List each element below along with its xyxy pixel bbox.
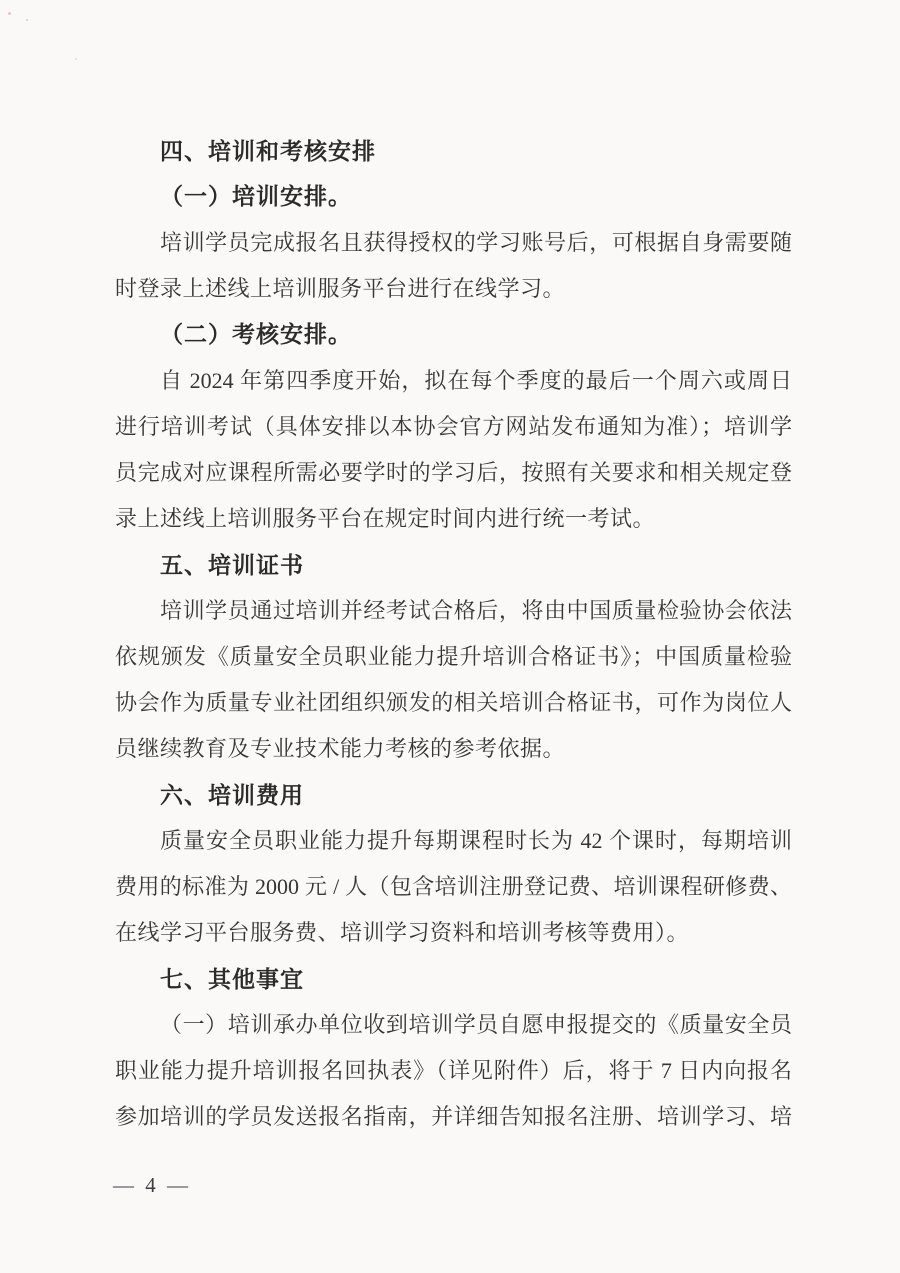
section-heading: 七、其他事宜 <box>160 966 304 992</box>
paragraph-line: 费用的标准为 2000 元 / 人（包含培训注册登记费、培训课程研修费、 <box>115 874 792 899</box>
paragraph-line: 职业能力提升培训报名回执表》（详见附件）后，将于 7 日内向报名 <box>115 1058 792 1083</box>
paragraph-line: 在线学习平台服务费、培训学习资料和培训考核等费用）。 <box>115 920 690 945</box>
scan-noise-speck <box>75 58 77 60</box>
paragraph-line: 培训学员完成报名且获得授权的学习账号后，可根据自身需要随 <box>160 230 792 255</box>
section-heading: 六、培训费用 <box>160 782 304 808</box>
paragraph-line: 培训学员通过培训并经考试合格后，将由中国质量检验协会依法 <box>160 598 792 623</box>
paragraph-line: 录上述线上培训服务平台在规定时间内进行统一考试。 <box>115 506 656 531</box>
paragraph-line: 员继续教育及专业技术能力考核的参考依据。 <box>115 736 566 761</box>
paragraph-line: （一）培训承办单位收到培训学员自愿申报提交的《质量安全员 <box>160 1012 792 1037</box>
section-heading: 五、培训证书 <box>160 552 304 578</box>
paragraph-line: 员完成对应课程所需必要学时的学习后，按照有关要求和相关规定登 <box>115 460 792 485</box>
document-body <box>115 128 792 1140</box>
scan-noise-speck <box>8 12 11 15</box>
subsection-heading: （一）培训安排。 <box>160 184 352 209</box>
scan-noise-speck <box>26 19 28 21</box>
paragraph-line: 依规颁发《质量安全员职业能力提升培训合格证书》；中国质量检验 <box>115 644 792 669</box>
paragraph-line: 参加培训的学员发送报名指南，并详细告知报名注册、培训学习、培 <box>115 1104 792 1129</box>
page-number: — 4 — <box>113 1173 191 1197</box>
paragraph-line: 质量安全员职业能力提升每期课程时长为 42 个课时，每期培训 <box>160 828 792 853</box>
subsection-heading: （二）考核安排。 <box>160 322 352 347</box>
paragraph-line: 进行培训考试（具体安排以本协会官方网站发布通知为准）；培训学 <box>115 414 792 439</box>
paragraph-line: 协会作为质量专业社团组织颁发的相关培训合格证书，可作为岗位人 <box>115 690 792 715</box>
paragraph-line: 自 2024 年第四季度开始，拟在每个季度的最后一个周六或周日 <box>160 368 792 393</box>
paragraph-line: 时登录上述线上培训服务平台进行在线学习。 <box>115 276 566 301</box>
section-heading: 四、培训和考核安排 <box>160 138 376 164</box>
